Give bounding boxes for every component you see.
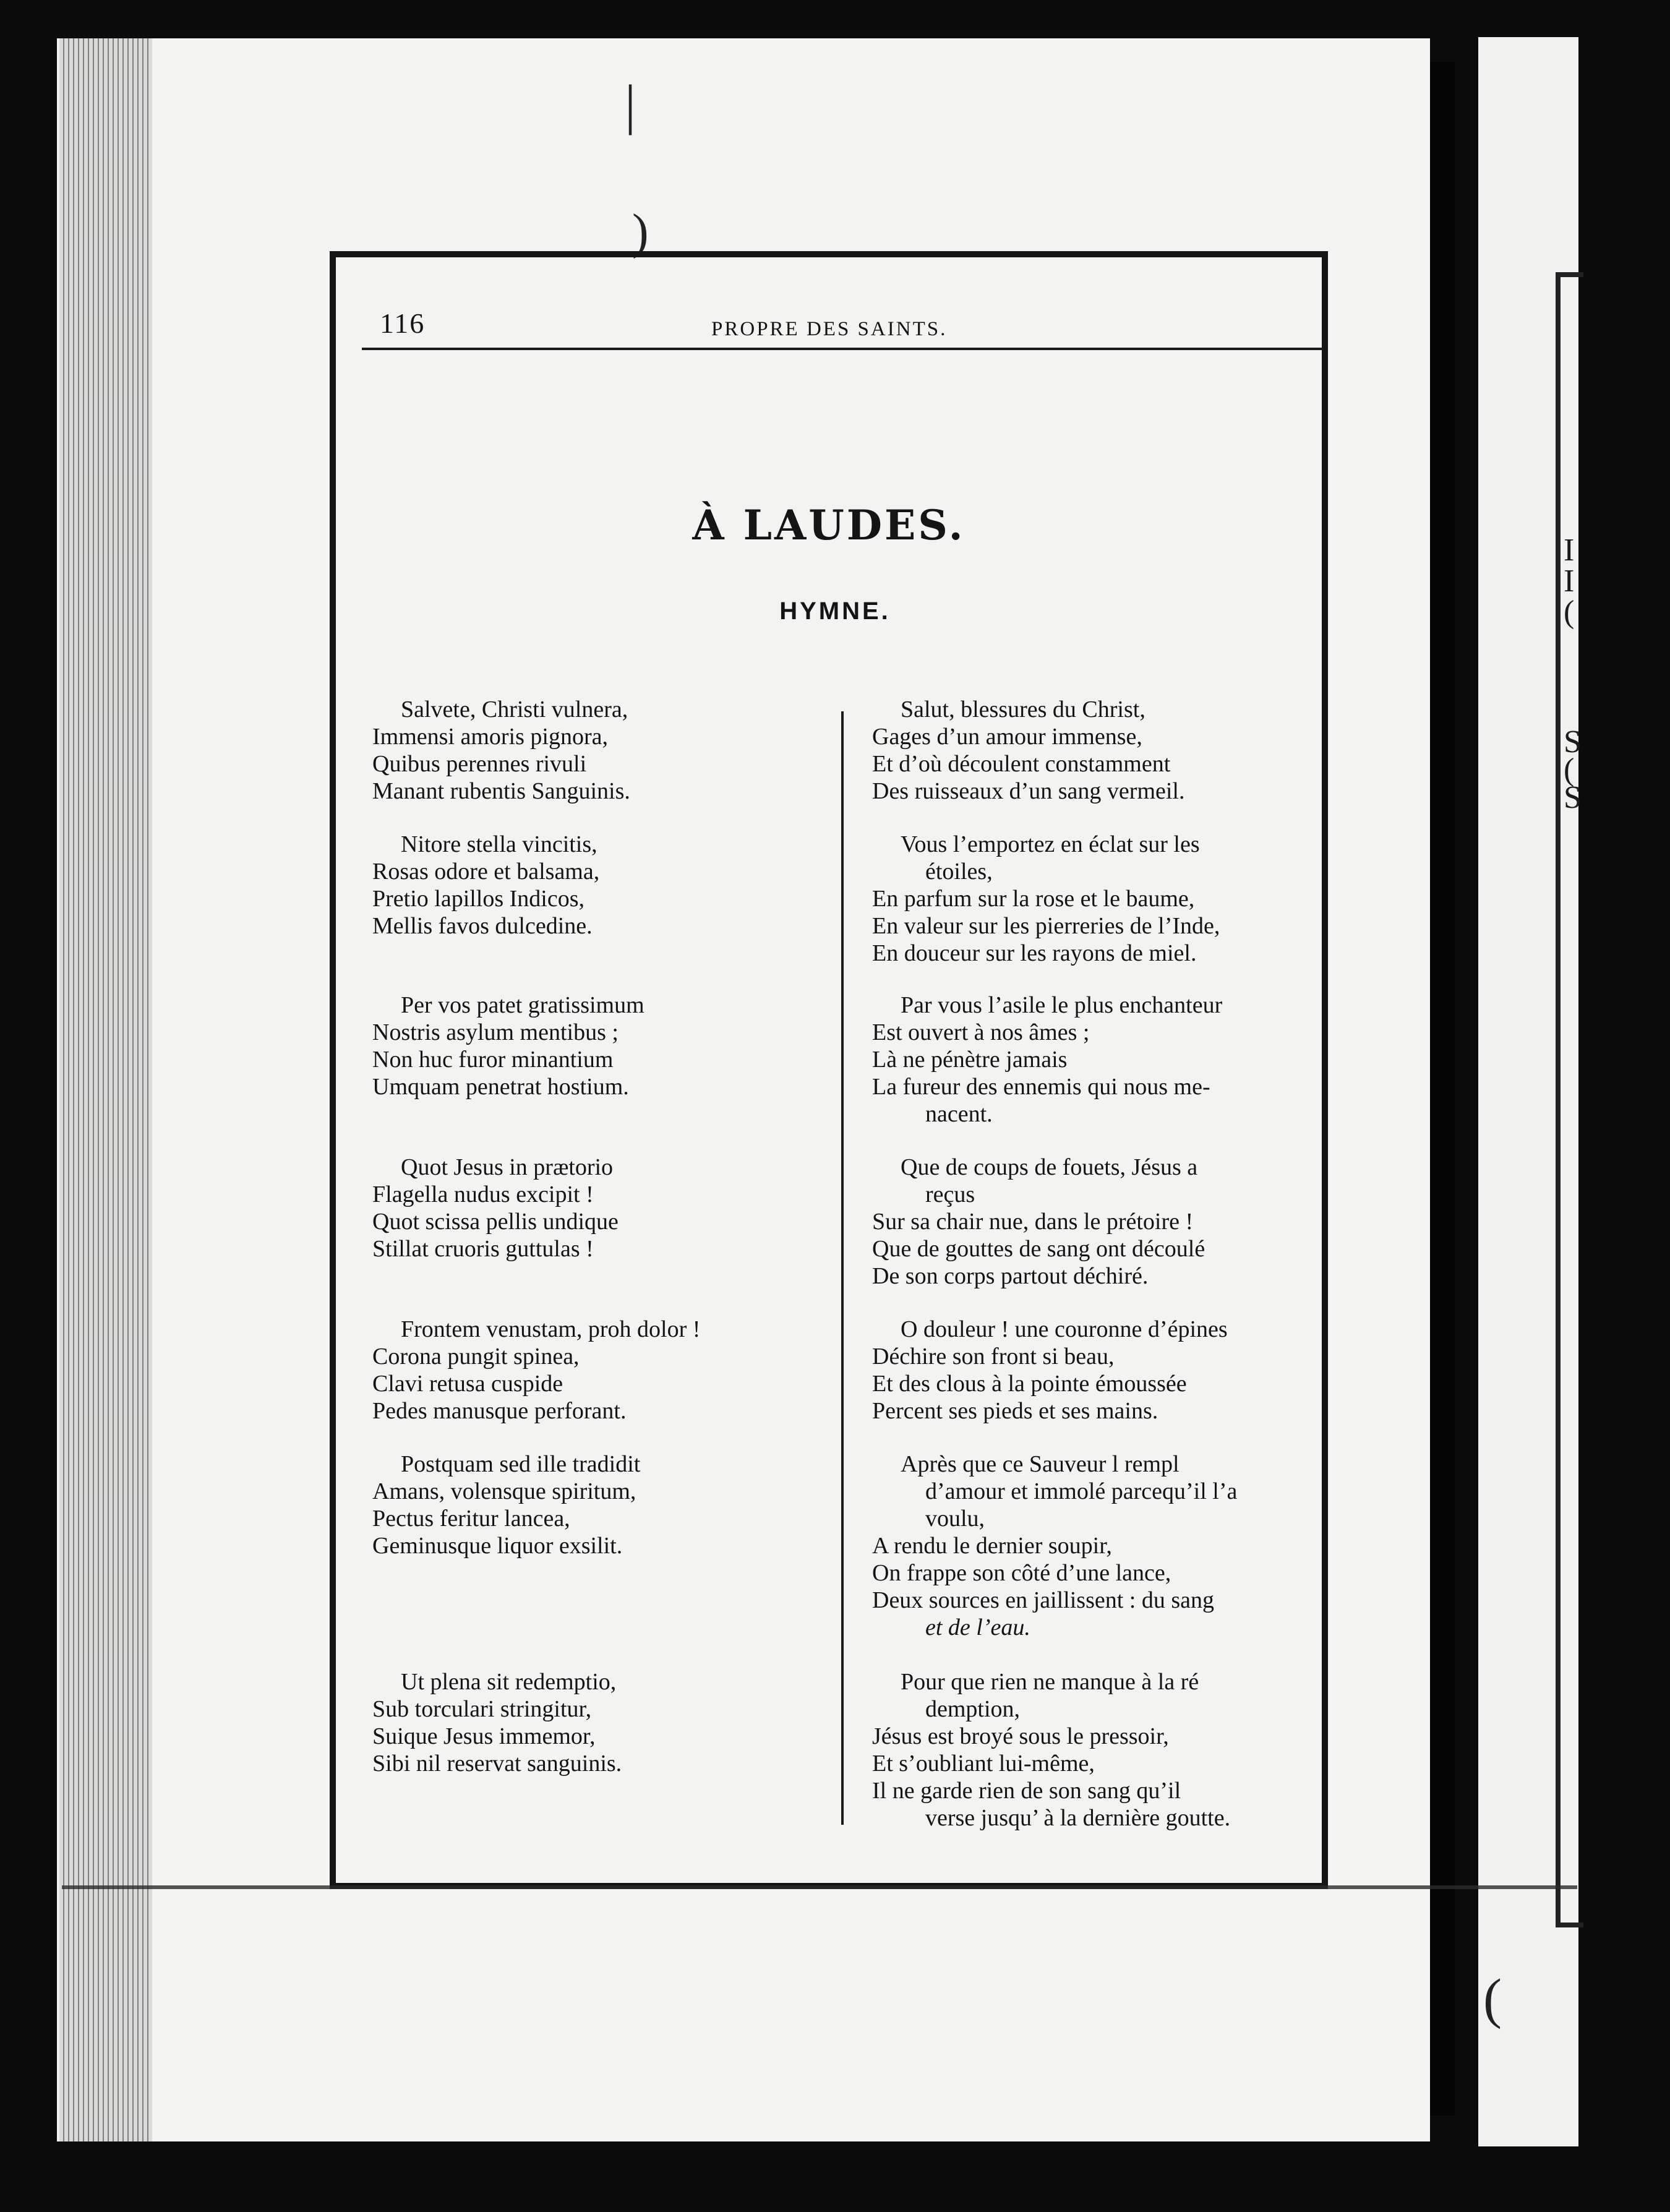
verse-line: Déchire son front si beau, bbox=[872, 1344, 1115, 1370]
verse-line: Pectus feritur lancea, bbox=[372, 1506, 570, 1532]
verse-line: Et d’où découlent constamment bbox=[872, 751, 1171, 777]
header-rule bbox=[362, 348, 1324, 350]
latin-stanza bbox=[372, 831, 818, 940]
verse-line: Des ruisseaux d’un sang vermeil. bbox=[872, 778, 1185, 804]
verse-line: Nostris asylum mentibus ; bbox=[372, 1019, 619, 1045]
verse-line: Salvete, Christi vulnera, bbox=[401, 697, 628, 722]
verse-line: A rendu le dernier soupir, bbox=[872, 1533, 1112, 1559]
column-divider bbox=[841, 711, 844, 1825]
adjacent-page-fragment: I bbox=[1564, 533, 1575, 568]
verse-line: Sibi nil reservat sanguinis. bbox=[372, 1751, 622, 1777]
verse-line: Salut, blessures du Christ, bbox=[901, 697, 1145, 722]
margin-mark: | bbox=[625, 74, 636, 135]
page-number: 116 bbox=[380, 307, 426, 339]
running-head: PROPRE DES SAINTS. bbox=[711, 318, 948, 340]
french-stanza bbox=[872, 992, 1314, 1128]
french-stanza bbox=[872, 831, 1314, 967]
french-stanza bbox=[872, 696, 1314, 805]
adjacent-page-fragment: I bbox=[1564, 564, 1575, 599]
verse-line: étoiles, bbox=[925, 859, 993, 885]
verse-line: Vous l’emportez en éclat sur les bbox=[901, 831, 1200, 857]
verse-line: verse jusqu’ à la dernière goutte. bbox=[925, 1805, 1231, 1831]
latin-stanza bbox=[372, 1316, 818, 1425]
verse-line: Gages d’un amour immense, bbox=[872, 724, 1142, 750]
latin-stanza bbox=[372, 1451, 818, 1559]
verse-line: Pretio lapillos Indicos, bbox=[372, 886, 585, 912]
verse-line: d’amour et immolé parcequ’il l’a bbox=[925, 1478, 1238, 1504]
verse-line: demption, bbox=[925, 1696, 1021, 1722]
verse-line: La fureur des ennemis qui nous me- bbox=[872, 1074, 1210, 1100]
verse-line: De son corps partout déchiré. bbox=[872, 1263, 1149, 1289]
verse-line: Et s’oubliant lui-même, bbox=[872, 1751, 1095, 1777]
verse-line: Que de gouttes de sang ont découlé bbox=[872, 1236, 1205, 1262]
verse-line: Nitore stella vincitis, bbox=[401, 831, 597, 857]
verse-line: Pedes manusque perforant. bbox=[372, 1398, 627, 1424]
verse-line: Ut plena sit redemptio, bbox=[401, 1669, 617, 1695]
verse-line: Est ouvert à nos âmes ; bbox=[872, 1019, 1090, 1045]
verse-line: Stillat cruoris guttulas ! bbox=[372, 1236, 594, 1262]
adjacent-page-fragment: ( bbox=[1564, 594, 1575, 630]
verse-line: Là ne pénètre jamais bbox=[872, 1047, 1068, 1073]
verse-line: En parfum sur la rose et le baume, bbox=[872, 886, 1195, 912]
verse-line: Sur sa chair nue, dans le prétoire ! bbox=[872, 1209, 1194, 1235]
verse-line: voulu, bbox=[925, 1506, 985, 1532]
french-stanza bbox=[872, 1451, 1314, 1641]
verse-line: Geminusque liquor exsilit. bbox=[372, 1533, 623, 1559]
verse-line: nacent. bbox=[925, 1101, 993, 1127]
verse-line: Quibus perennes rivuli bbox=[372, 751, 587, 777]
verse-line: Corona pungit spinea, bbox=[372, 1344, 580, 1370]
verse-line: Et des clous à la pointe émoussée bbox=[872, 1371, 1187, 1397]
verse-line: Flagella nudus excipit ! bbox=[372, 1181, 594, 1207]
verse-line: Mellis favos dulcedine. bbox=[372, 913, 593, 939]
verse-line: reçus bbox=[925, 1181, 975, 1207]
verse-line: Amans, volensque spiritum, bbox=[372, 1478, 636, 1504]
book-bottom-edge bbox=[62, 1885, 1577, 1889]
verse-line: O douleur ! une couronne d’épines bbox=[901, 1316, 1228, 1342]
verse-line: Par vous l’asile le plus enchanteur bbox=[901, 992, 1223, 1018]
verse-line: Quot scissa pellis undique bbox=[372, 1209, 619, 1235]
margin-mark: ) bbox=[632, 205, 649, 259]
adjacent-page-fragment: S bbox=[1564, 780, 1582, 815]
verse-line: En douceur sur les rayons de miel. bbox=[872, 940, 1197, 966]
verse-line: Frontem venustam, proh dolor ! bbox=[401, 1316, 701, 1342]
verse-line: Rosas odore et balsama, bbox=[372, 859, 600, 885]
verse-line: Deux sources en jaillissent : du sang bbox=[872, 1587, 1215, 1613]
french-stanza bbox=[872, 1316, 1314, 1425]
verse-line: Il ne garde rien de son sang qu’il bbox=[872, 1778, 1181, 1804]
verse-line: Sub torculari stringitur, bbox=[372, 1696, 592, 1722]
verse-line: Per vos patet gratissimum bbox=[401, 992, 644, 1018]
verse-line: Suique Jesus immemor, bbox=[372, 1723, 596, 1749]
adjacent-page-fragment: ( bbox=[1564, 752, 1575, 787]
verse-line: On frappe son côté d’une lance, bbox=[872, 1560, 1171, 1586]
verse-line: Jésus est broyé sous le pressoir, bbox=[872, 1723, 1169, 1749]
verse-line: Pour que rien ne manque à la ré bbox=[901, 1669, 1199, 1695]
hymn-title: HYMNE. bbox=[779, 598, 891, 625]
verse-line: Umquam penetrat hostium. bbox=[372, 1074, 629, 1100]
latin-stanza bbox=[372, 1668, 818, 1777]
verse-line: Non huc furor minantium bbox=[372, 1047, 614, 1073]
verse-line: Que de coups de fouets, Jésus a bbox=[901, 1154, 1198, 1180]
latin-stanza bbox=[372, 992, 818, 1100]
book-gutter-shadow bbox=[1430, 62, 1455, 2116]
adjacent-page-fragment: S bbox=[1564, 724, 1582, 760]
french-stanza bbox=[872, 1668, 1314, 1832]
latin-stanza bbox=[372, 1154, 818, 1262]
verse-line: Quot Jesus in prætorio bbox=[401, 1154, 614, 1180]
section-title: À LAUDES. bbox=[692, 501, 966, 549]
latin-stanza bbox=[372, 696, 818, 805]
verse-line: Immensi amoris pignora, bbox=[372, 724, 608, 750]
verse-line: Postquam sed ille tradidit bbox=[401, 1451, 641, 1477]
french-stanza bbox=[872, 1154, 1314, 1290]
verse-line: Clavi retusa cuspide bbox=[372, 1371, 563, 1397]
verse-line: et de l’eau. bbox=[925, 1614, 1030, 1640]
verse-line: En valeur sur les pierreries de l’Inde, bbox=[872, 913, 1220, 939]
verse-line: Percent ses pieds et ses mains. bbox=[872, 1398, 1158, 1424]
verse-line: Manant rubentis Sanguinis. bbox=[372, 778, 630, 804]
book-page-edges bbox=[59, 38, 152, 2141]
verse-line: Après que ce Sauveur l rempl bbox=[901, 1451, 1180, 1477]
margin-mark: ( bbox=[1483, 1968, 1502, 2030]
